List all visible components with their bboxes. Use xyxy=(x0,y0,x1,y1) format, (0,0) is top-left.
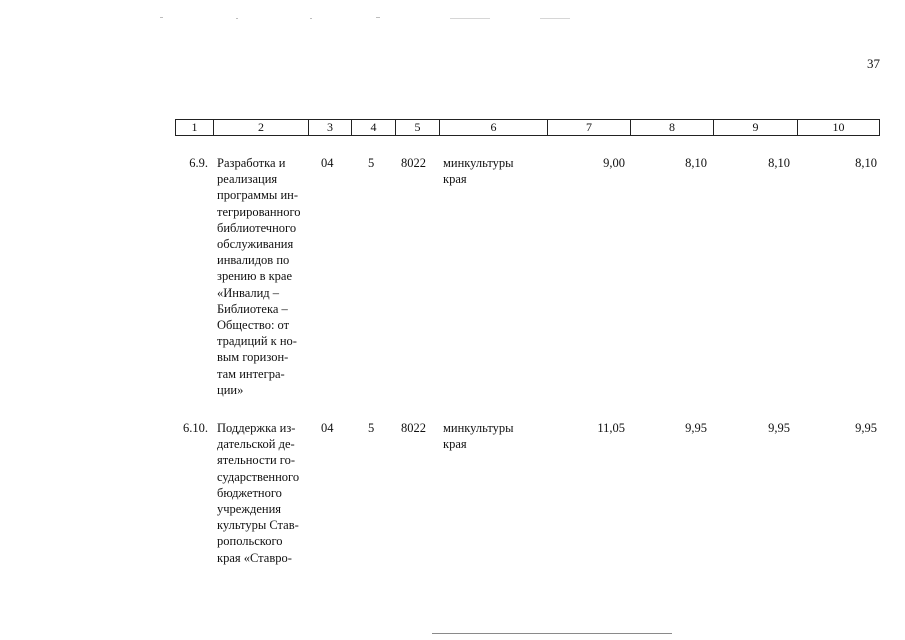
measure-name-line: ятельности го- xyxy=(217,453,296,468)
measure-name-line: Общество: от xyxy=(217,318,290,333)
scan-speck xyxy=(160,17,163,18)
measure-name-line: там интегра- xyxy=(217,366,285,381)
measure-name-line: вым горизон- xyxy=(217,350,289,365)
scan-speck xyxy=(376,17,380,18)
header-cell-8: 8 xyxy=(630,120,713,135)
measure-name-line: библиотечного xyxy=(217,220,297,235)
measure-name-line: инвалидов по xyxy=(217,253,290,268)
executor-line: минкультуры xyxy=(443,156,514,170)
column-4-value: 5 xyxy=(368,421,375,435)
measure-name-line: Поддержка из- xyxy=(217,421,296,435)
measure-name-line: обслуживания xyxy=(217,237,294,252)
measure-name-line: края «Ставро- xyxy=(217,550,292,565)
row-number: 6.10. xyxy=(183,421,208,435)
amount-column-10: 8,10 xyxy=(855,156,877,170)
executor xyxy=(443,155,543,187)
executor-line: края xyxy=(443,172,467,187)
amount-column-9: 8,10 xyxy=(768,156,790,170)
measure-name-line: реализация xyxy=(217,172,278,187)
scan-speck xyxy=(236,18,238,19)
column-4-value: 5 xyxy=(368,156,375,170)
measure-name-line: бюджетного xyxy=(217,485,282,500)
amount-column-8: 9,95 xyxy=(685,421,707,435)
header-cell-10: 10 xyxy=(797,120,879,135)
measure-name-line: ции» xyxy=(217,382,244,397)
measure-name-line: тегрированного xyxy=(217,204,301,219)
measure-name-line: Разработка и xyxy=(217,156,286,170)
amount-column-7: 11,05 xyxy=(597,421,625,435)
column-3-value: 04 xyxy=(321,156,334,170)
measure-name xyxy=(217,420,303,566)
measure-name-line: ропольского xyxy=(217,534,283,549)
column-5-value: 8022 xyxy=(401,156,426,170)
measure-name xyxy=(217,155,303,398)
table-header-row xyxy=(175,119,880,136)
header-cell-1: 1 xyxy=(191,120,198,134)
amount-column-9: 9,95 xyxy=(768,421,790,435)
scan-speck xyxy=(540,18,570,19)
header-cell-5: 5 xyxy=(395,120,439,135)
amount-column-10: 9,95 xyxy=(855,421,877,435)
measure-name-line: зрению в крае xyxy=(217,269,293,284)
header-cell-7: 7 xyxy=(547,120,630,135)
measure-name-line: Библиотека – xyxy=(217,301,288,316)
scan-speck xyxy=(310,18,312,19)
scan-speck xyxy=(450,18,490,19)
column-3-value: 04 xyxy=(321,421,334,435)
measure-name-line: «Инвалид – xyxy=(217,285,280,300)
row-number: 6.9. xyxy=(189,156,208,170)
page-number: 37 xyxy=(867,56,880,71)
measure-name-line: культуры Став- xyxy=(217,518,299,533)
executor xyxy=(443,420,543,452)
measure-name-line: сударственного xyxy=(217,469,300,484)
header-cell-2: 2 xyxy=(213,120,308,135)
header-cell-3: 3 xyxy=(308,120,351,135)
measure-name-line: дательской де- xyxy=(217,437,295,452)
header-cell-6: 6 xyxy=(439,120,547,135)
amount-column-7: 9,00 xyxy=(603,156,625,170)
measure-name-line: программы ин- xyxy=(217,188,298,203)
header-cell-4: 4 xyxy=(351,120,395,135)
amount-column-8: 8,10 xyxy=(685,156,707,170)
measure-name-line: учреждения xyxy=(217,502,282,517)
header-cell-9: 9 xyxy=(713,120,797,135)
measure-name-line: традиций к но- xyxy=(217,334,297,349)
column-5-value: 8022 xyxy=(401,421,426,435)
executor-line: минкультуры xyxy=(443,421,514,435)
executor-line: края xyxy=(443,437,467,452)
scan-bottom-line xyxy=(432,633,672,634)
